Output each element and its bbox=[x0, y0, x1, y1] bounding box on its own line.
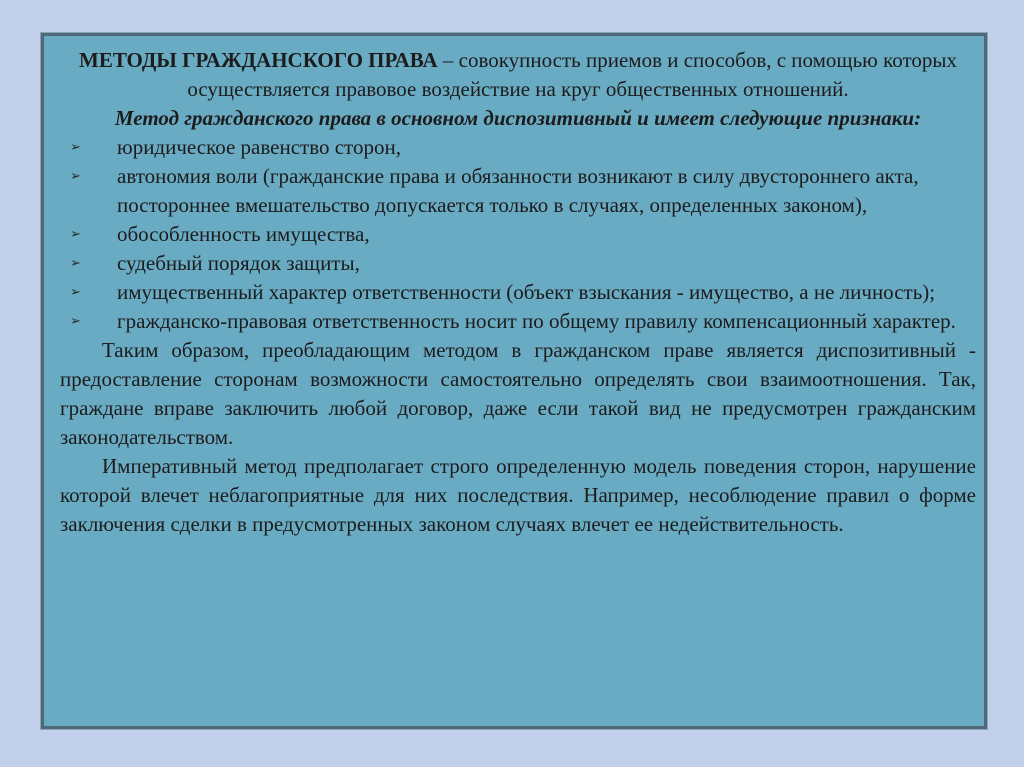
content-box bbox=[41, 33, 987, 729]
feature-text: юридическое равенство сторон, bbox=[117, 135, 401, 159]
arrow-bullet-icon: ➢ bbox=[70, 140, 81, 155]
list-item bbox=[60, 307, 976, 336]
method-subtitle: Метод гражданского права в основном диспозитивный и имеет следующие признаки: bbox=[114, 106, 922, 130]
definition-heading bbox=[60, 46, 976, 104]
feature-text: гражданско-правовая ответственность носит по общему правилу компенсационный характер. bbox=[117, 309, 956, 333]
feature-text: судебный порядок защиты, bbox=[117, 251, 360, 275]
title-definition: – совокупность приемов и способов, с помощью которых осуществляется правовое воздействие на круг общественных отношений. bbox=[187, 48, 957, 101]
list-item bbox=[60, 162, 976, 220]
list-item bbox=[60, 278, 976, 307]
list-item bbox=[60, 249, 976, 278]
features-list bbox=[60, 133, 976, 336]
title-term: МЕТОДЫ ГРАЖДАНСКОГО ПРАВА bbox=[79, 48, 438, 72]
imperative-paragraph: Императивный метод предполагает строго определенную модель поведения сторон, нарушение которой влечет неблагоприятные для них последствия. Например, несоблюдение правил о форме заключения сделки в предусмотренных законом случаях влечет ее недействительность. bbox=[60, 454, 976, 536]
conclusion-paragraph: Таким образом, преобладающим методом в гражданском праве является диспозитивный - предоставление сторонам возможности самостоятельно определять свои взаимоотношения. Так, граждане вправе заключить любой договор, даже если такой вид не предусмотрен гражданским законодательством. bbox=[60, 338, 976, 449]
list-item bbox=[60, 220, 976, 249]
arrow-bullet-icon: ➢ bbox=[70, 169, 81, 184]
feature-text: имущественный характер ответственности (объект взыскания - имущество, а не личность); bbox=[117, 280, 936, 304]
feature-text: обособленность имущества, bbox=[117, 222, 370, 246]
feature-text: автономия воли (гражданские права и обязанности возникают в силу двустороннего акта, постороннее вмешательство допускается только в случаях, определенных законом), bbox=[117, 164, 919, 217]
arrow-bullet-icon: ➢ bbox=[70, 256, 81, 271]
arrow-bullet-icon: ➢ bbox=[70, 314, 81, 329]
arrow-bullet-icon: ➢ bbox=[70, 227, 81, 242]
arrow-bullet-icon: ➢ bbox=[70, 285, 81, 300]
list-item bbox=[60, 133, 976, 162]
